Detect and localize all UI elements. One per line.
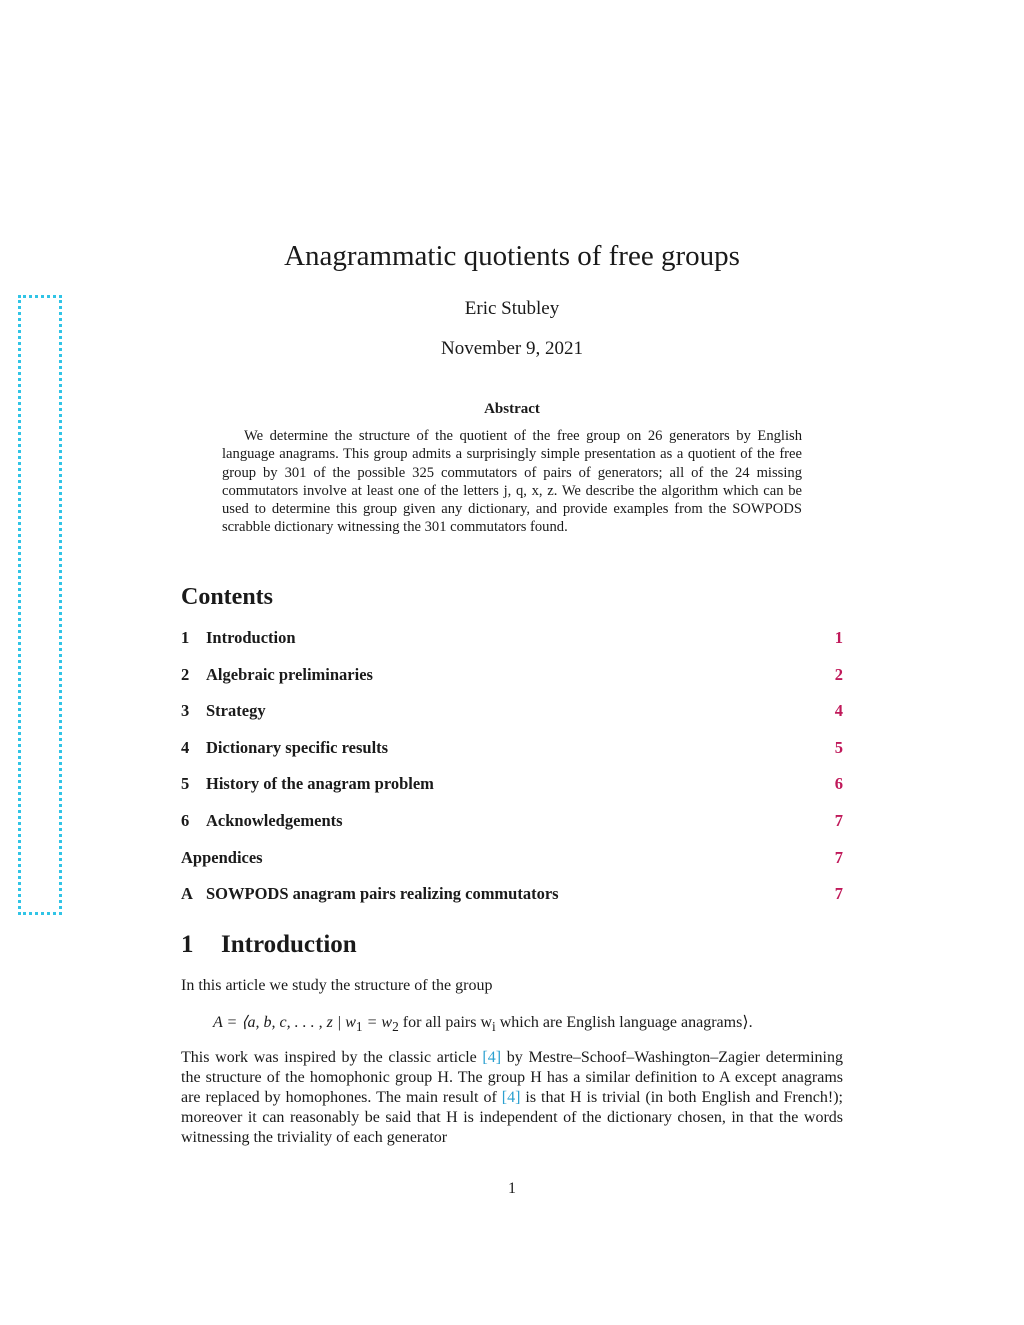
eq-sub: 2 [392,1019,399,1035]
toc-page-link[interactable]: 7 [834,810,843,830]
abstract-heading: Abstract [484,401,540,417]
toc-label[interactable]: Introduction [206,628,296,647]
section-number: 1 [181,931,194,958]
text-run: This work was inspired by the classic article [181,1049,483,1066]
toc-entry[interactable] [181,880,843,917]
body-paragraph [181,1048,843,1148]
toc-page-link[interactable]: 4 [834,701,843,721]
eq-mid: = w [362,1014,393,1031]
toc-number: 6 [181,810,190,830]
toc-page-link[interactable]: 2 [834,664,843,684]
toc-page-link[interactable]: 6 [834,774,843,794]
toc-label[interactable]: Algebraic preliminaries [206,664,373,684]
arxiv-stamp-border [18,295,62,915]
paper-date: November 9, 2021 [441,338,583,359]
eq-lhs: A = ⟨a, b, c, . . . , z | w [213,1014,356,1031]
eq-text: for all pairs w [398,1014,493,1031]
toc-label[interactable]: SOWPODS anagram pairs realizing commutators [206,884,559,904]
toc-label[interactable]: Dictionary specific results [206,737,389,757]
table-of-contents [181,624,843,917]
toc-number: 4 [181,737,190,757]
page-number: 1 [508,1180,516,1197]
toc-page-link[interactable]: 1 [834,628,843,647]
text-run: is that H is trivial (in both English and French!); moreover it can reasonably be said that H is independent of the dictionary chosen, in that the words witnessing the triviality of each generator [181,1089,844,1146]
toc-entry[interactable] [181,770,843,807]
intro-paragraph: In this article we study the structure of the group [181,977,493,994]
citation-link[interactable]: [4] [501,1089,521,1106]
toc-entry[interactable] [181,624,843,661]
toc-entry[interactable] [181,807,843,844]
toc-label[interactable]: Strategy [206,701,266,721]
group-definition-equation [213,1012,753,1035]
abstract-body: We determine the structure of the quotient of the free group on 26 generators by English language anagrams. This group admits a surprisingly simple presentation as a quotient of the free group by 301 of the possible 325 commutators of pairs of generators; all of the 24 missing commutators involve at least one of the letters j, q, x, z. We describe the algorithm which can be used to determine this group given any dictionary, and provide examples from the SOWPODS scrabble dictionary witnessing the 301 commutators found. [222,428,802,536]
toc-label[interactable]: History of the anagram problem [206,774,434,794]
toc-entry[interactable] [181,697,843,734]
toc-label[interactable]: Acknowledgements [206,810,343,830]
section-title: Introduction [221,931,357,958]
eq-sub: i [492,1019,496,1035]
section-heading [181,931,357,959]
toc-page-link[interactable]: 5 [834,737,843,757]
toc-entry[interactable] [181,661,843,698]
toc-page-link[interactable]: 7 [834,847,843,867]
toc-label[interactable]: Appendices [181,847,263,867]
toc-number: 1 [181,628,190,647]
paper-title: Anagrammatic quotients of free groups [284,240,740,272]
contents-heading: Contents [181,584,274,610]
citation-link[interactable]: [4] [482,1049,502,1066]
toc-number: A [181,884,193,904]
author-name: Eric Stubley [464,298,560,319]
eq-tail: which are English language anagrams⟩. [495,1014,753,1031]
text-run: by Mestre–Schoof–Washington–Zagier determining the structure of the homophonic group H. The group H has a similar definition to A except anagrams are replaced by homophones. The main result of [181,1049,843,1106]
toc-number: 3 [181,701,190,721]
toc-number: 2 [181,664,190,684]
eq-sub: 1 [355,1019,363,1035]
toc-entry[interactable] [181,734,843,771]
toc-number: 5 [181,774,190,794]
toc-entry[interactable] [181,844,843,881]
toc-page-link[interactable]: 7 [834,884,843,904]
